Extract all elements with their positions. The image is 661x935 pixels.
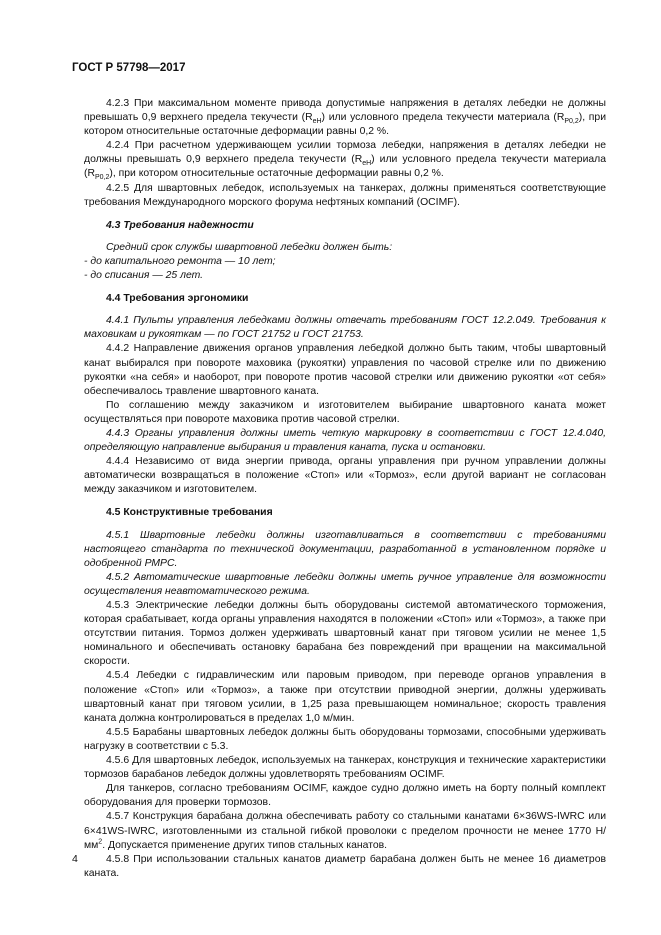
heading-4-4: 4.4 Требования эргономики xyxy=(106,293,249,305)
paragraph-4-4-2b: По соглашению между заказчиком и изготовителем выбирание швартовного каната может осуществляться при повороте маховика против часовой стрелки. xyxy=(84,399,606,425)
paragraph-4-5-7: 4.5.7 Конструкция барабана должна обеспечивать работу со стальными канатами 6×36WS-IWRC или 6×41WS-IWRC, изготовленными из стальной гибкой проволоки с пределом прочности не менее 1770 $Н/мм^2$. Допускается применение других типов стальных канатов. xyxy=(84,811,606,851)
paragraph-4-5-2: 4.5.2 Автоматические швартовные лебедки должны иметь ручное управление для возможности осуществления неавтоматического режима. xyxy=(84,571,606,597)
paragraph-4-4-3: 4.4.3 Органы управления должны иметь четкую маркировку в соответствии с ГОСТ 12.4.040, определяющую направление выбирания и травления каната, пуска и остановки. xyxy=(84,427,606,454)
paragraph-4-5-5: 4.5.5 Барабаны швартовных лебедок должны быть оборудованы тормозами, способными удерживать нагрузку в соответствии с 5.3. xyxy=(84,726,606,752)
paragraph-4-5-1: 4.5.1 Швартовные лебедки должны изготавливаться в соответствии с требованиями настоящего стандарта по технической документации, разработанной в установленном порядке и одобренной РМРС. xyxy=(84,529,606,569)
heading-4-3: 4.3 Требования надежности xyxy=(106,219,254,231)
paragraph-4-5-6: 4.5.6 Для швартовных лебедок, используемых на танкерах, конструкция и технические характеристики тормозов барабанов лебедок должны удовлетворять требованиям OCIMF. xyxy=(84,755,606,781)
paragraph-4-5-4: 4.5.4 Лебедки с гидравлическим или паровым приводом, при переводе органов управления в положение «Стоп» или «Тормоз», а также при отсутствии приводной энергии, должны удерживать швартовный канат при тяговом усилии, в 1,25 раза превышающем номинальное; скорость травления каната должна контролироваться в пределах 1,0 м/мин. xyxy=(84,670,606,724)
document-body xyxy=(84,97,606,881)
paragraph-4-4-1: 4.4.1 Пульты управления лебедками должны отвечать требованиям ГОСТ 12.2.049. Требования к маховикам и рукояткам — по ГОСТ 21752 и ГОСТ 21753. xyxy=(84,315,606,341)
paragraph-4-2-3: 4.2.3 При максимальном моменте привода допустимые напряжения в деталях лебедки не должны превышать 0,9 верхнего предела текучести $(R_{eH})$ или условного предела текучести материала $(R_{P0,2})$, при котором относительные остаточные деформации равны 0,2 %. xyxy=(84,98,606,138)
paragraph-4-4-4: 4.4.4 Независимо от вида энергии привода, органы управления при ручном управлении должны автоматически возвращаться в положение «Стоп» или «Тормоз», если другой вариант не согласован между заказчиком и изготовителем. xyxy=(84,456,606,496)
paragraph-4-5-8: 4.5.8 При использовании стальных канатов диаметр барабана должен быть не менее 16 диаметров каната. xyxy=(84,853,606,879)
paragraph-4-5-6b: Для танкеров, согласно требованиям OCIMF, каждое судно должно иметь на борту полный комплект оборудования для проверки тормозов. xyxy=(84,783,606,809)
heading-4-5: 4.5 Конструктивные требования xyxy=(106,507,273,519)
paragraph-4-3-2: - до капитального ремонта — 10 лет; xyxy=(84,255,276,267)
paragraph-4-2-5: 4.2.5 Для швартовных лебедок, используемых на танкерах, должны применяться соответствующие требования Международного морского форума нефтяных компаний (OCIMF). xyxy=(84,182,606,208)
paragraph-4-5-3: 4.5.3 Электрические лебедки должны быть оборудованы системой автоматического торможения, которая срабатывает, когда органы управления находятся в положении «Стоп» или «Тормоз», а также при отсутствии питания. Тормоз должен удерживать швартовный канат при тяговом усилии не менее 1,5 номинального и обеспечивать остановку барабана без повреждений при вращении на максимальной скорости. xyxy=(84,600,606,668)
paragraph-4-2-4: 4.2.4 При расчетном удерживающем усилии тормоза лебедки, напряжения в деталях лебедки не должны превышать 0,9 верхнего предела текучести $(R_{eH})$ или условного предела текучести материала $(R_{P0,2})$, при котором относительные остаточные деформации равны 0,2 %. xyxy=(84,140,606,182)
page-number: 4 xyxy=(72,853,78,865)
paragraph-4-3-3: - до списания — 25 лет. xyxy=(84,270,204,282)
paragraph-4-4-2: 4.4.2 Направление движения органов управления лебедкой должно быть таким, чтобы швартовный канат выбирался при повороте маховика (рукоятки) управления по часовой стрелке или по движению рукоятки «на себя» и наоборот, при повороте против часовой стрелки или движению рукоятки «от себя» обеспечивалось травление швартовного каната. xyxy=(84,343,606,397)
paragraph-4-3-1: Средний срок службы швартовной лебедки должен быть: xyxy=(106,241,393,253)
document-header: ГОСТ Р 57798—2017 xyxy=(72,62,186,74)
